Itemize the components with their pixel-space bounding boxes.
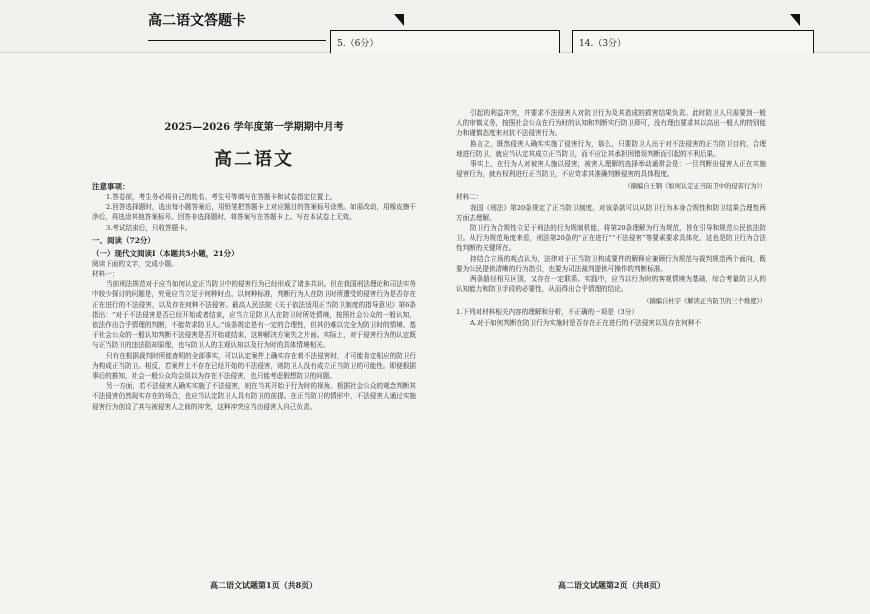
alignment-marker-icon xyxy=(790,14,800,26)
answer-card-title: 高二语文答题卡 xyxy=(148,13,246,29)
material-label: 材料二： xyxy=(456,193,483,202)
answer-box-label: 14.（3分） xyxy=(579,39,627,49)
instruction: 阅读下面的文字，完成小题。 xyxy=(92,259,178,268)
notice-heading: 注意事项： xyxy=(92,182,130,191)
subsection-heading: （一）现代文阅读Ⅰ（本题共5小题，21分） xyxy=(92,248,239,258)
notice-item: 3.考试结束后，只收答题卡。 xyxy=(106,223,192,232)
paragraph: 引起的利益冲突，并要求不法侵害人对防卫行为及其造成的损害结果负责。此时防卫人只需要到一般人的审慎义务，按照社会公众在行为时的认知和判断实行防卫即可，没有理由要求其以高出一般人的特别能力和谨慎态度来对抗不法侵害行为。 xyxy=(456,109,766,138)
answer-card-header xyxy=(0,0,870,53)
exam-title: 2025—2026 学年度第一学期期中月考 xyxy=(164,122,344,133)
source-citation: （摘编自王钢《如何认定正当防卫中的侵害行为》） xyxy=(624,183,766,191)
question: 1.下列对材料相关内容的理解和分析，不正确的一项是（3分） xyxy=(456,308,638,317)
paragraph: 换言之，既然侵害人确实实施了侵害行为，那么，只要防卫人出于对不法侵害的正当防卫目的，合理地进行防卫，就应当认定其成立正当防卫，而不应让其承担因错误判断而引起的不利后果。 xyxy=(456,139,766,158)
page-1 xyxy=(92,108,416,578)
page-footer: 高二语文试题第1页（共8页） xyxy=(210,580,318,590)
paragraph: 当前刑法规范对于应当如何认定正当防卫中的侵害行为已经形成了诸多共识。但在我国刑法理论和司法实务中较少探讨的问题是，究竟应当立足于何种时点、以何种标准，判断行为人在防卫时所遭受的侵害行为是否存在正在进行的不法侵害，以及存在何种不法侵害。最高人民法院《关于依法适用正当防卫制度的指导意见》第6条指出：“对于不法侵害是否已经开始或者结束，应当立足防卫人在防卫时所处情境，按照社会公众的一般认知，依法作出合乎情理的判断，不能苛求防卫人。”该条规定是有一定的合理性，但其仍难以完全为防卫时的情境、基于社会公众的一般认知判断不法侵害是否开始或结束，这种解决方案失之片面。实际上，对于侵害行为的认定既与正当防卫的违法阻却原理，也与防卫人的主观认知以及行为时的具体情境相关。 xyxy=(92,280,416,350)
paragraph: 两条路径相互区别，又存在一定联系。实践中，应当以行为时的客观情境为基础，综合考量防卫人的认知能力和防卫手段的必要性，从而得出合乎情理的结论。 xyxy=(456,275,766,294)
notice-item: 2.回答选择题时，选出每小题答案后，用铅笔把答题卡上对应题目的答案标号涂黑。如需改动，用橡皮擦干净后，再选涂其他答案标号。回答非选择题时，将答案写在答题卡上。写在本试卷上无效。 xyxy=(92,203,416,222)
answer-box-q14 xyxy=(572,30,814,53)
paragraph: 另一方面，若不法侵害人确实实施了不法侵害，则在当其开始于行为时的视角、根据社会公众的观念判断其不法侵害仍然现实存在的场合，也应当认定防卫人具有防卫的前提。在正当防卫的情形中，不法侵害人通过实施侵害行为创设了其与被侵害人之间的冲突，这种冲突应当由侵害人自己负责。 xyxy=(92,382,416,411)
material-label: 材料一： xyxy=(92,270,119,279)
question-option: A.对于如何判断在防卫行为实施时是否存在正在进行的不法侵害以及存在何种不 xyxy=(470,318,702,327)
answer-box-label: 5.（6分） xyxy=(337,39,379,49)
paragraph: 持结合立场的观点认为，法律对于正当防卫构成要件的解释应兼顾行为规范与裁判规范两个面向，既要为公民提供清晰的行为指引，也要为司法裁判提供可操作的判断标准。 xyxy=(456,254,766,273)
section-heading: 一、阅读（72分） xyxy=(92,235,155,245)
paragraph: 我国《刑法》第20条规定了正当防卫制度。对该条款可以从防卫行为本身合规性和防卫结果合理性两方面去理解。 xyxy=(456,203,766,222)
answer-box-q5 xyxy=(330,30,560,53)
subject-title: 高二语文 xyxy=(214,149,294,170)
paragraph: 事实上，在行为人对被害人施以侵害，被害人理解的选择举动通常会是：一旦判断出侵害人正在实施侵害行为，就有权利进行正当防卫，不应苛求其准确判断侵害的具体程度。 xyxy=(456,160,766,179)
paragraph: 只有在根据裁判时所能查明的全部事实，可以认定案件上确实存在着不法侵害时，才可能肯定相应的防卫行为构成正当防卫。相反，若案件上不存在已经开始的不法侵害，则防卫人没有成立正当防卫的可能性。即便根据事后的推知，社会一般公众均会误以为存在不法侵害，也只能考虑假想防卫的问题。 xyxy=(92,351,416,381)
alignment-marker-icon xyxy=(394,14,404,26)
paragraph: 防卫行为合规性立足于刑法的行为规制机能，将第20条理解为行为规范，旨在引导和规范公民依法防卫。从行为规范角度来看，刑法第20条的“正在进行”“不法侵害”等要素要求具体化，这也是防卫行为合法性判断的关键所在。 xyxy=(456,224,766,253)
notice-item: 1.答卷前，考生务必将自己的姓名、考生号等填写在答题卡和试卷指定位置上。 xyxy=(106,193,337,201)
page-2 xyxy=(456,108,766,578)
page-footer: 高二语文试题第2页（共8页） xyxy=(558,580,666,590)
answer-line xyxy=(148,40,326,41)
source-citation: （摘编自杜宇《解读正当防卫的三个维度》） xyxy=(643,298,766,306)
